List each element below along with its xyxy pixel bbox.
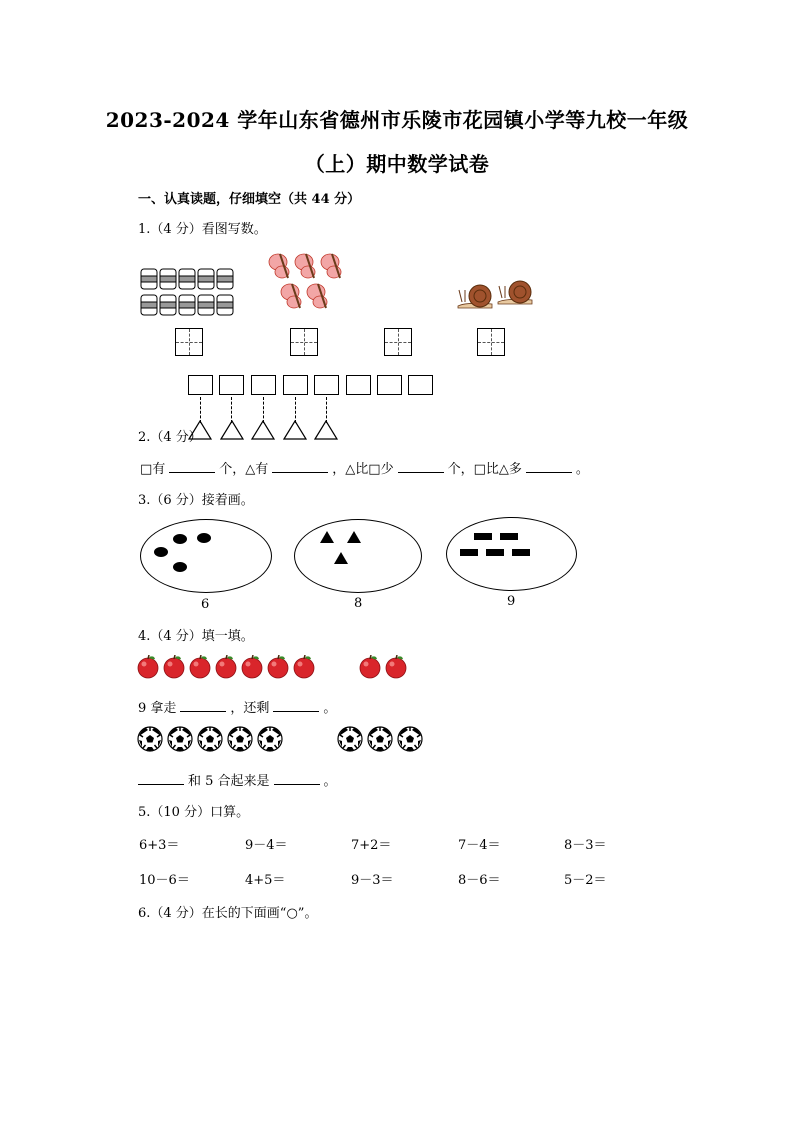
square-shape bbox=[314, 375, 339, 395]
blank-field[interactable] bbox=[274, 772, 320, 785]
blank-field[interactable] bbox=[398, 460, 444, 473]
question-3-label: 3.（6 分）接着画。 bbox=[138, 493, 254, 508]
blank-field[interactable] bbox=[169, 460, 215, 473]
square-shape bbox=[219, 375, 244, 395]
square-shape bbox=[283, 375, 308, 395]
target-number: 9 bbox=[507, 594, 516, 609]
calc-item: 8－3＝ bbox=[564, 838, 607, 853]
question-4-label: 4.（4 分）填一填。 bbox=[138, 629, 254, 644]
q4-line2-b: 。 bbox=[323, 774, 337, 789]
calc-item: 5－2＝ bbox=[564, 873, 607, 888]
filled-rectangles bbox=[446, 517, 577, 591]
calc-item: 7－4＝ bbox=[458, 838, 501, 853]
square-shape bbox=[377, 375, 402, 395]
answer-grid-2[interactable] bbox=[290, 328, 318, 356]
q2-text-b: 个，△有 bbox=[219, 462, 269, 477]
ellipse-dots bbox=[140, 519, 272, 593]
calc-item: 9－3＝ bbox=[351, 873, 394, 888]
stack-picture bbox=[140, 268, 236, 318]
soccer-ball-row bbox=[137, 726, 287, 754]
calc-item: 8－6＝ bbox=[458, 873, 501, 888]
apple-group-right bbox=[359, 655, 409, 679]
square-shape bbox=[251, 375, 276, 395]
question-6-label: 6.（4 分）在长的下面画“○”。 bbox=[138, 906, 318, 921]
answer-grid-3[interactable] bbox=[384, 328, 412, 356]
section-heading: 一、认真读题，仔细填空（共 44 分） bbox=[138, 192, 361, 207]
blank-field[interactable] bbox=[180, 699, 226, 712]
calc-item: 9－4＝ bbox=[245, 838, 288, 853]
question-4-line-2 bbox=[138, 770, 337, 789]
blank-field[interactable] bbox=[526, 460, 572, 473]
target-number: 6 bbox=[201, 597, 210, 612]
square-shape bbox=[408, 375, 433, 395]
q4-line2-a: 和 5 合起来是 bbox=[188, 774, 270, 789]
page-title: 2023-2024 学年山东省德州市乐陵市花园镇小学等九校一年级 bbox=[105, 108, 689, 132]
square-shape bbox=[188, 375, 213, 395]
blank-field[interactable] bbox=[272, 460, 328, 473]
snail-picture bbox=[456, 276, 538, 310]
question-2-text bbox=[140, 458, 589, 477]
blank-field[interactable] bbox=[138, 772, 184, 785]
square-shape bbox=[346, 375, 371, 395]
answer-grid-4[interactable] bbox=[477, 328, 505, 356]
calc-item: 4+5＝ bbox=[245, 873, 286, 888]
q2-text-e: 。 bbox=[575, 462, 589, 477]
triangle-row bbox=[187, 419, 343, 441]
q4-line1-b: ，还剩 bbox=[230, 701, 270, 716]
q2-text-c: ，△比□少 bbox=[332, 462, 394, 477]
answer-grid-1[interactable] bbox=[175, 328, 203, 356]
blank-field[interactable] bbox=[273, 699, 319, 712]
apple-row bbox=[137, 655, 319, 679]
filled-triangles bbox=[294, 519, 422, 593]
calc-item: 10－6＝ bbox=[139, 873, 190, 888]
target-number: 8 bbox=[354, 596, 363, 611]
question-5-label: 5.（10 分）口算。 bbox=[138, 805, 250, 820]
q4-line1-a: 9 拿走 bbox=[138, 701, 177, 716]
q2-text-a: □有 bbox=[140, 462, 166, 477]
page-subtitle: （上）期中数学试卷 bbox=[304, 152, 490, 176]
q2-text-d: 个，□比△多 bbox=[447, 462, 522, 477]
q4-line1-c: 。 bbox=[323, 701, 337, 716]
question-2-label: 2.（4 分） bbox=[138, 430, 202, 445]
butterfly-picture bbox=[266, 250, 356, 316]
calc-item: 6+3＝ bbox=[139, 838, 180, 853]
soccer-ball-group-right bbox=[337, 726, 427, 754]
question-4-line-1 bbox=[138, 697, 336, 716]
question-1-label: 1.（4 分）看图写数。 bbox=[138, 222, 267, 237]
calc-item: 7+2＝ bbox=[351, 838, 392, 853]
